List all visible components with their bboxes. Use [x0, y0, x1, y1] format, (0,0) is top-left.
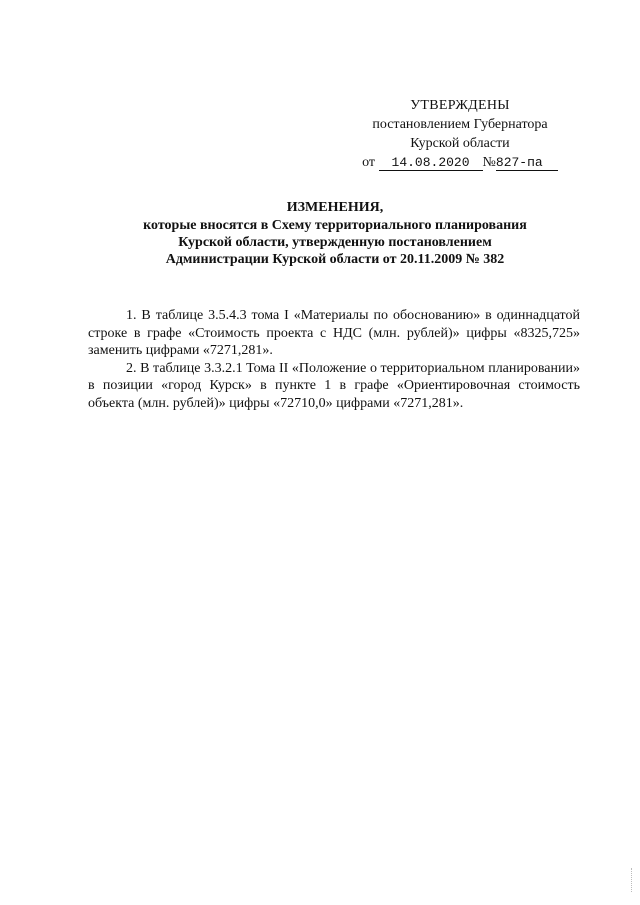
title-line-3: Администрации Курской области от 20.11.2009 № 382 — [165, 252, 505, 267]
number-prefix: № — [482, 155, 496, 170]
scan-edge-mark — [631, 868, 636, 892]
approval-stamp — [340, 96, 580, 172]
title-line-1: которые вносятся в Схему территориального планирования — [143, 218, 527, 233]
date-prefix: от — [362, 155, 376, 170]
approval-heading: УТВЕРЖДЕНЫ — [410, 98, 510, 113]
approval-line-1: постановлением Губернатора — [372, 117, 548, 132]
title-line-2: Курской области, утвержденную постановлением — [178, 235, 492, 250]
paragraph-1: 1. В таблице 3.5.4.3 тома I «Материалы по обоснованию» в одиннадцатой строке в графе «Стоимость проекта с НДС (млн. рублей)» цифры «8325,725» заменить цифрами «7271,281». — [88, 308, 580, 358]
paragraph-2: 2. В таблице 3.3.2.1 Тома II «Положение о территориальном планировании» в позиции «город Курск» в пункте 1 в графе «Ориентировочная стоимость объекта (млн. рублей)» цифры «72710,0» цифрами «7271,281». — [88, 360, 580, 411]
document-body — [88, 307, 580, 412]
document-title — [40, 199, 630, 268]
title-main: ИЗМЕНЕНИЯ, — [286, 200, 384, 215]
approval-line-2: Курской области — [410, 136, 510, 151]
approval-date-line — [340, 153, 580, 172]
approval-number: 827-па — [496, 155, 558, 171]
approval-date: 14.08.2020 — [379, 155, 483, 171]
